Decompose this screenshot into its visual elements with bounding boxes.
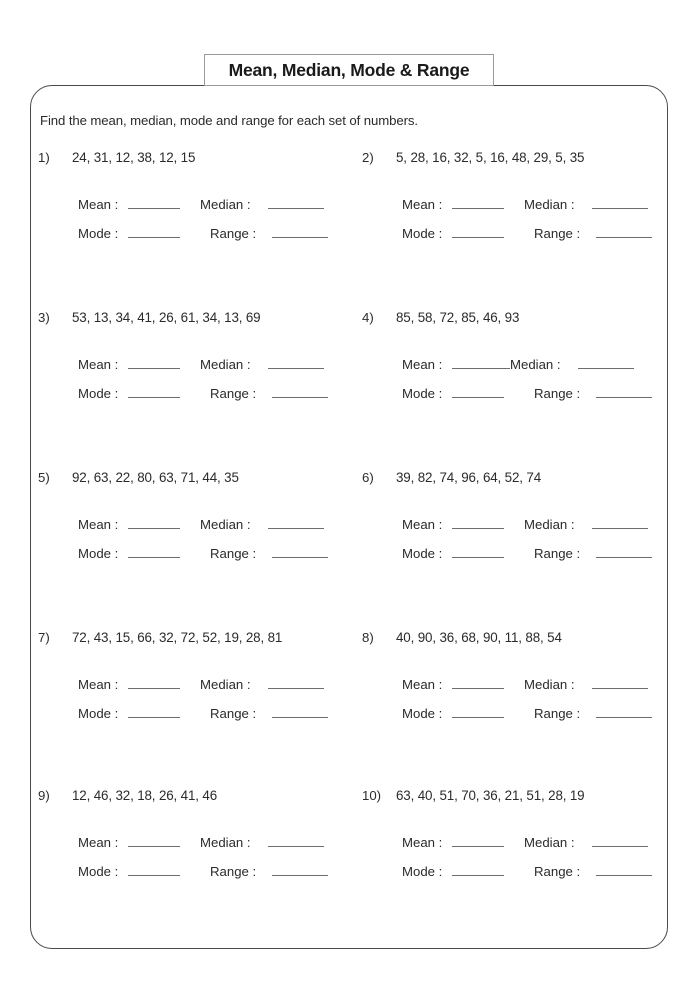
problem-number-set: 92, 63, 22, 80, 63, 71, 44, 35 bbox=[72, 470, 239, 485]
mean-label: Mean : bbox=[78, 517, 119, 532]
problem-header bbox=[38, 310, 358, 325]
answer-area bbox=[38, 356, 358, 414]
range-label: Range : bbox=[210, 226, 257, 241]
median-label: Median : bbox=[200, 517, 251, 532]
answer-row bbox=[78, 834, 358, 863]
problem-index: 8) bbox=[362, 630, 374, 645]
range-answer-blank[interactable] bbox=[272, 545, 328, 558]
problem-header bbox=[38, 788, 358, 803]
mean-label: Mean : bbox=[78, 835, 119, 850]
mean-label: Mean : bbox=[402, 357, 443, 372]
problem-number-set: 63, 40, 51, 70, 36, 21, 51, 28, 19 bbox=[396, 788, 585, 803]
mode-label: Mode : bbox=[402, 864, 443, 879]
answer-row bbox=[78, 356, 358, 385]
median-answer-blank[interactable] bbox=[592, 834, 648, 847]
mode-answer-blank[interactable] bbox=[128, 545, 180, 558]
problem-number-set: 85, 58, 72, 85, 46, 93 bbox=[396, 310, 520, 325]
answer-area bbox=[38, 676, 358, 734]
answer-area bbox=[38, 516, 358, 574]
problem-index: 4) bbox=[362, 310, 374, 325]
problem-header bbox=[362, 150, 662, 165]
mean-answer-blank[interactable] bbox=[128, 834, 180, 847]
mode-answer-blank[interactable] bbox=[128, 863, 180, 876]
mean-label: Mean : bbox=[402, 677, 443, 692]
mean-answer-blank[interactable] bbox=[452, 676, 504, 689]
mode-answer-blank[interactable] bbox=[128, 705, 180, 718]
answer-area bbox=[362, 356, 662, 414]
problem-index: 1) bbox=[38, 150, 50, 165]
mean-label: Mean : bbox=[402, 517, 443, 532]
mode-label: Mode : bbox=[402, 386, 443, 401]
problem-10 bbox=[362, 788, 662, 892]
problem-header bbox=[362, 470, 662, 485]
mode-label: Mode : bbox=[402, 706, 443, 721]
problem-number-set: 53, 13, 34, 41, 26, 61, 34, 13, 69 bbox=[72, 310, 261, 325]
answer-row bbox=[78, 863, 358, 892]
problem-header bbox=[38, 150, 358, 165]
answer-row bbox=[78, 196, 358, 225]
instruction-text: Find the mean, median, mode and range for each set of numbers. bbox=[40, 113, 418, 128]
median-answer-blank[interactable] bbox=[592, 196, 648, 209]
mode-label: Mode : bbox=[402, 546, 443, 561]
answer-row bbox=[402, 545, 662, 574]
median-label: Median : bbox=[510, 357, 561, 372]
median-answer-blank[interactable] bbox=[268, 356, 324, 369]
problem-6 bbox=[362, 470, 662, 574]
mean-answer-blank[interactable] bbox=[452, 516, 504, 529]
mode-label: Mode : bbox=[78, 706, 119, 721]
median-label: Median : bbox=[200, 197, 251, 212]
median-label: Median : bbox=[524, 197, 575, 212]
answer-area bbox=[362, 196, 662, 254]
problem-1 bbox=[38, 150, 358, 254]
mean-answer-blank[interactable] bbox=[128, 676, 180, 689]
answer-row bbox=[402, 385, 662, 414]
mode-answer-blank[interactable] bbox=[452, 385, 504, 398]
problem-number-set: 39, 82, 74, 96, 64, 52, 74 bbox=[396, 470, 542, 485]
answer-row bbox=[402, 516, 662, 545]
range-answer-blank[interactable] bbox=[272, 705, 328, 718]
mode-label: Mode : bbox=[78, 864, 119, 879]
answer-row bbox=[402, 196, 662, 225]
problem-header bbox=[38, 470, 358, 485]
problem-number-set: 40, 90, 36, 68, 90, 11, 88, 54 bbox=[396, 630, 562, 645]
median-label: Median : bbox=[200, 677, 251, 692]
median-label: Median : bbox=[524, 835, 575, 850]
range-label: Range : bbox=[210, 546, 257, 561]
median-answer-blank[interactable] bbox=[268, 834, 324, 847]
median-label: Median : bbox=[524, 677, 575, 692]
answer-row bbox=[402, 705, 662, 734]
problem-number-set: 72, 43, 15, 66, 32, 72, 52, 19, 28, 81 bbox=[72, 630, 283, 645]
mode-label: Mode : bbox=[78, 386, 119, 401]
answer-row bbox=[78, 225, 358, 254]
mode-answer-blank[interactable] bbox=[452, 705, 504, 718]
problem-3 bbox=[38, 310, 358, 414]
mode-answer-blank[interactable] bbox=[452, 863, 504, 876]
answer-row bbox=[78, 385, 358, 414]
problem-number-set: 5, 28, 16, 32, 5, 16, 48, 29, 5, 35 bbox=[396, 150, 585, 165]
problem-index: 7) bbox=[38, 630, 50, 645]
mode-label: Mode : bbox=[402, 226, 443, 241]
range-label: Range : bbox=[534, 546, 581, 561]
median-answer-blank[interactable] bbox=[592, 516, 648, 529]
problem-header bbox=[38, 630, 358, 645]
mode-label: Mode : bbox=[78, 546, 119, 561]
answer-area bbox=[38, 196, 358, 254]
range-answer-blank[interactable] bbox=[596, 225, 652, 238]
mean-label: Mean : bbox=[78, 357, 119, 372]
problem-index: 6) bbox=[362, 470, 374, 485]
problem-8 bbox=[362, 630, 662, 734]
mean-answer-blank[interactable] bbox=[452, 356, 510, 369]
problem-index: 5) bbox=[38, 470, 50, 485]
median-label: Median : bbox=[524, 517, 575, 532]
answer-row bbox=[78, 516, 358, 545]
answer-row bbox=[402, 676, 662, 705]
answer-row bbox=[402, 863, 662, 892]
answer-row bbox=[402, 225, 662, 254]
median-answer-blank[interactable] bbox=[268, 676, 324, 689]
range-label: Range : bbox=[210, 864, 257, 879]
median-answer-blank[interactable] bbox=[578, 356, 634, 369]
mean-answer-blank[interactable] bbox=[128, 356, 180, 369]
mode-answer-blank[interactable] bbox=[452, 225, 504, 238]
mean-answer-blank[interactable] bbox=[452, 834, 504, 847]
problem-index: 10) bbox=[362, 788, 382, 803]
page-title: Mean, Median, Mode & Range bbox=[228, 59, 470, 80]
mean-answer-blank[interactable] bbox=[128, 516, 180, 529]
problem-index: 2) bbox=[362, 150, 374, 165]
answer-row bbox=[78, 676, 358, 705]
worksheet-title-plaque bbox=[204, 54, 494, 86]
mode-label: Mode : bbox=[78, 226, 119, 241]
mode-answer-blank[interactable] bbox=[128, 225, 180, 238]
problem-header bbox=[362, 630, 662, 645]
median-answer-blank[interactable] bbox=[268, 196, 324, 209]
problem-9 bbox=[38, 788, 358, 892]
answer-row bbox=[78, 705, 358, 734]
range-answer-blank[interactable] bbox=[272, 225, 328, 238]
answer-row bbox=[78, 545, 358, 574]
answer-area bbox=[362, 676, 662, 734]
range-label: Range : bbox=[210, 386, 257, 401]
mean-answer-blank[interactable] bbox=[128, 196, 180, 209]
range-answer-blank[interactable] bbox=[596, 545, 652, 558]
range-label: Range : bbox=[534, 864, 581, 879]
problem-2 bbox=[362, 150, 662, 254]
problem-header bbox=[362, 788, 662, 803]
range-answer-blank[interactable] bbox=[596, 705, 652, 718]
range-answer-blank[interactable] bbox=[272, 863, 328, 876]
median-answer-blank[interactable] bbox=[592, 676, 648, 689]
problem-5 bbox=[38, 470, 358, 574]
answer-row bbox=[402, 356, 662, 385]
mode-answer-blank[interactable] bbox=[452, 545, 504, 558]
range-answer-blank[interactable] bbox=[596, 863, 652, 876]
range-answer-blank[interactable] bbox=[596, 385, 652, 398]
mean-label: Mean : bbox=[78, 677, 119, 692]
problem-header bbox=[362, 310, 662, 325]
problem-7 bbox=[38, 630, 358, 734]
median-label: Median : bbox=[200, 357, 251, 372]
median-answer-blank[interactable] bbox=[268, 516, 324, 529]
range-label: Range : bbox=[210, 706, 257, 721]
answer-row bbox=[402, 834, 662, 863]
mean-label: Mean : bbox=[78, 197, 119, 212]
range-label: Range : bbox=[534, 226, 581, 241]
problem-index: 3) bbox=[38, 310, 50, 325]
problem-index: 9) bbox=[38, 788, 50, 803]
range-label: Range : bbox=[534, 386, 581, 401]
mode-answer-blank[interactable] bbox=[128, 385, 180, 398]
problem-4 bbox=[362, 310, 662, 414]
answer-area bbox=[362, 834, 662, 892]
mean-answer-blank[interactable] bbox=[452, 196, 504, 209]
answer-area bbox=[362, 516, 662, 574]
mean-label: Mean : bbox=[402, 835, 443, 850]
problem-number-set: 24, 31, 12, 38, 12, 15 bbox=[72, 150, 196, 165]
median-label: Median : bbox=[200, 835, 251, 850]
range-answer-blank[interactable] bbox=[272, 385, 328, 398]
answer-area bbox=[38, 834, 358, 892]
range-label: Range : bbox=[534, 706, 581, 721]
problem-number-set: 12, 46, 32, 18, 26, 41, 46 bbox=[72, 788, 218, 803]
mean-label: Mean : bbox=[402, 197, 443, 212]
